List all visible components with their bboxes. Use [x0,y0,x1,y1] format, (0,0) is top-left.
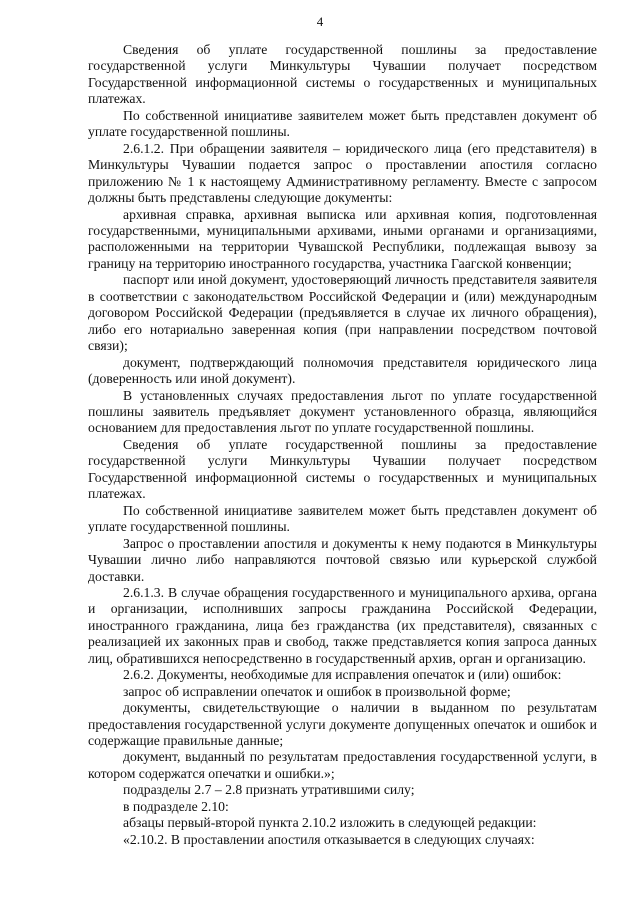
paragraph: Запрос о проставлении апостиля и документы к нему подаются в Минкультуры Чувашии лично либо направляются почтовой связью или курьерской службой доставки. [88,535,597,584]
paragraph: В установленных случаях предоставления льгот по уплате государственной пошлины заявитель предъявляет документ установленного образца, являющийся основанием для предоставления льгот по уплате государственной пошлины. [88,387,597,436]
paragraph: документ, выданный по результатам предоставления государственной услуги, в котором содержатся опечатки и ошибки.»; [88,749,597,781]
paragraph: «2.10.2. В проставлении апостиля отказывается в следующих случаях: [123,831,535,847]
paragraph: Сведения об уплате государственной пошлины за предоставление государственной услуги Минкультуры Чувашии получает посредством Государственной информационной системы о государственных и муниципальных платежах. [88,436,597,502]
paragraph: По собственной инициативе заявителем может быть представлен документ об уплате государственной пошлины. [88,107,597,140]
paragraph: документы, свидетельствующие о наличии в выданном по результатам предоставления государственной услуги документе допущенных опечаток и ошибок и содержащие правильные данные; [88,700,597,749]
paragraph: подразделы 2.7 – 2.8 признать утратившими силу; [123,782,415,798]
paragraph: По собственной инициативе заявителем может быть представлен документ об уплате государственной пошлины. [88,502,597,535]
page-number: 4 [316,14,324,29]
paragraph: документ, подтверждающий полномочия представителя юридического лица (доверенность или иной документ). [88,354,597,387]
paragraph: паспорт или иной документ, удостоверяющий личность представителя заявителя в соответствии с законодательством Российской Федерации и (или) международным договором Российской Федерации (предъявляется в случае их личного обращения), либо его нотариально заверенная копия (при направлении посредством почтовой связи); [88,272,597,354]
body-text [88,42,597,848]
paragraph: 2.6.1.2. При обращении заявителя – юридического лица (его представителя) в Минкультуры Чувашии подается запрос о проставлении апостиля согласно приложению № 1 к настоящему Административному регламенту. Вместе с запросом должны быть представлены следующие документы: [88,140,597,206]
paragraph: Сведения об уплате государственной пошлины за предоставление государственной услуги Минкультуры Чувашии получает посредством Государственной информационной системы о государственных и муниципальных платежах. [88,42,597,107]
paragraph: абзацы первый-второй пункта 2.10.2 изложить в следующей редакции: [123,815,537,831]
paragraph: в подразделе 2.10: [123,798,229,814]
paragraph: 2.6.2. Документы, необходимые для исправления опечаток и (или) ошибок: [123,667,562,683]
paragraph: архивная справка, архивная выписка или архивная копия, подготовленная государственными, муниципальными архивами, иными органами и организациями, расположенными на территории Чувашской Республики, подлежащая вывозу за границу на территорию иностранного государства, участника Гаагской конвенции; [88,206,597,271]
paragraph: запрос об исправлении опечаток и ошибок в произвольной форме; [123,683,511,699]
paragraph: 2.6.1.3. В случае обращения государственного и муниципального архива, органа и организации, исполнивших запросы гражданина Российской Федерации, иностранного гражданина, лица без гражданства (их представителя), связанных с реализацией их законных прав и свобод, также представляется копия запроса данных лиц, обратившихся непосредственно в государственный архив, орган и организацию. [88,584,597,666]
